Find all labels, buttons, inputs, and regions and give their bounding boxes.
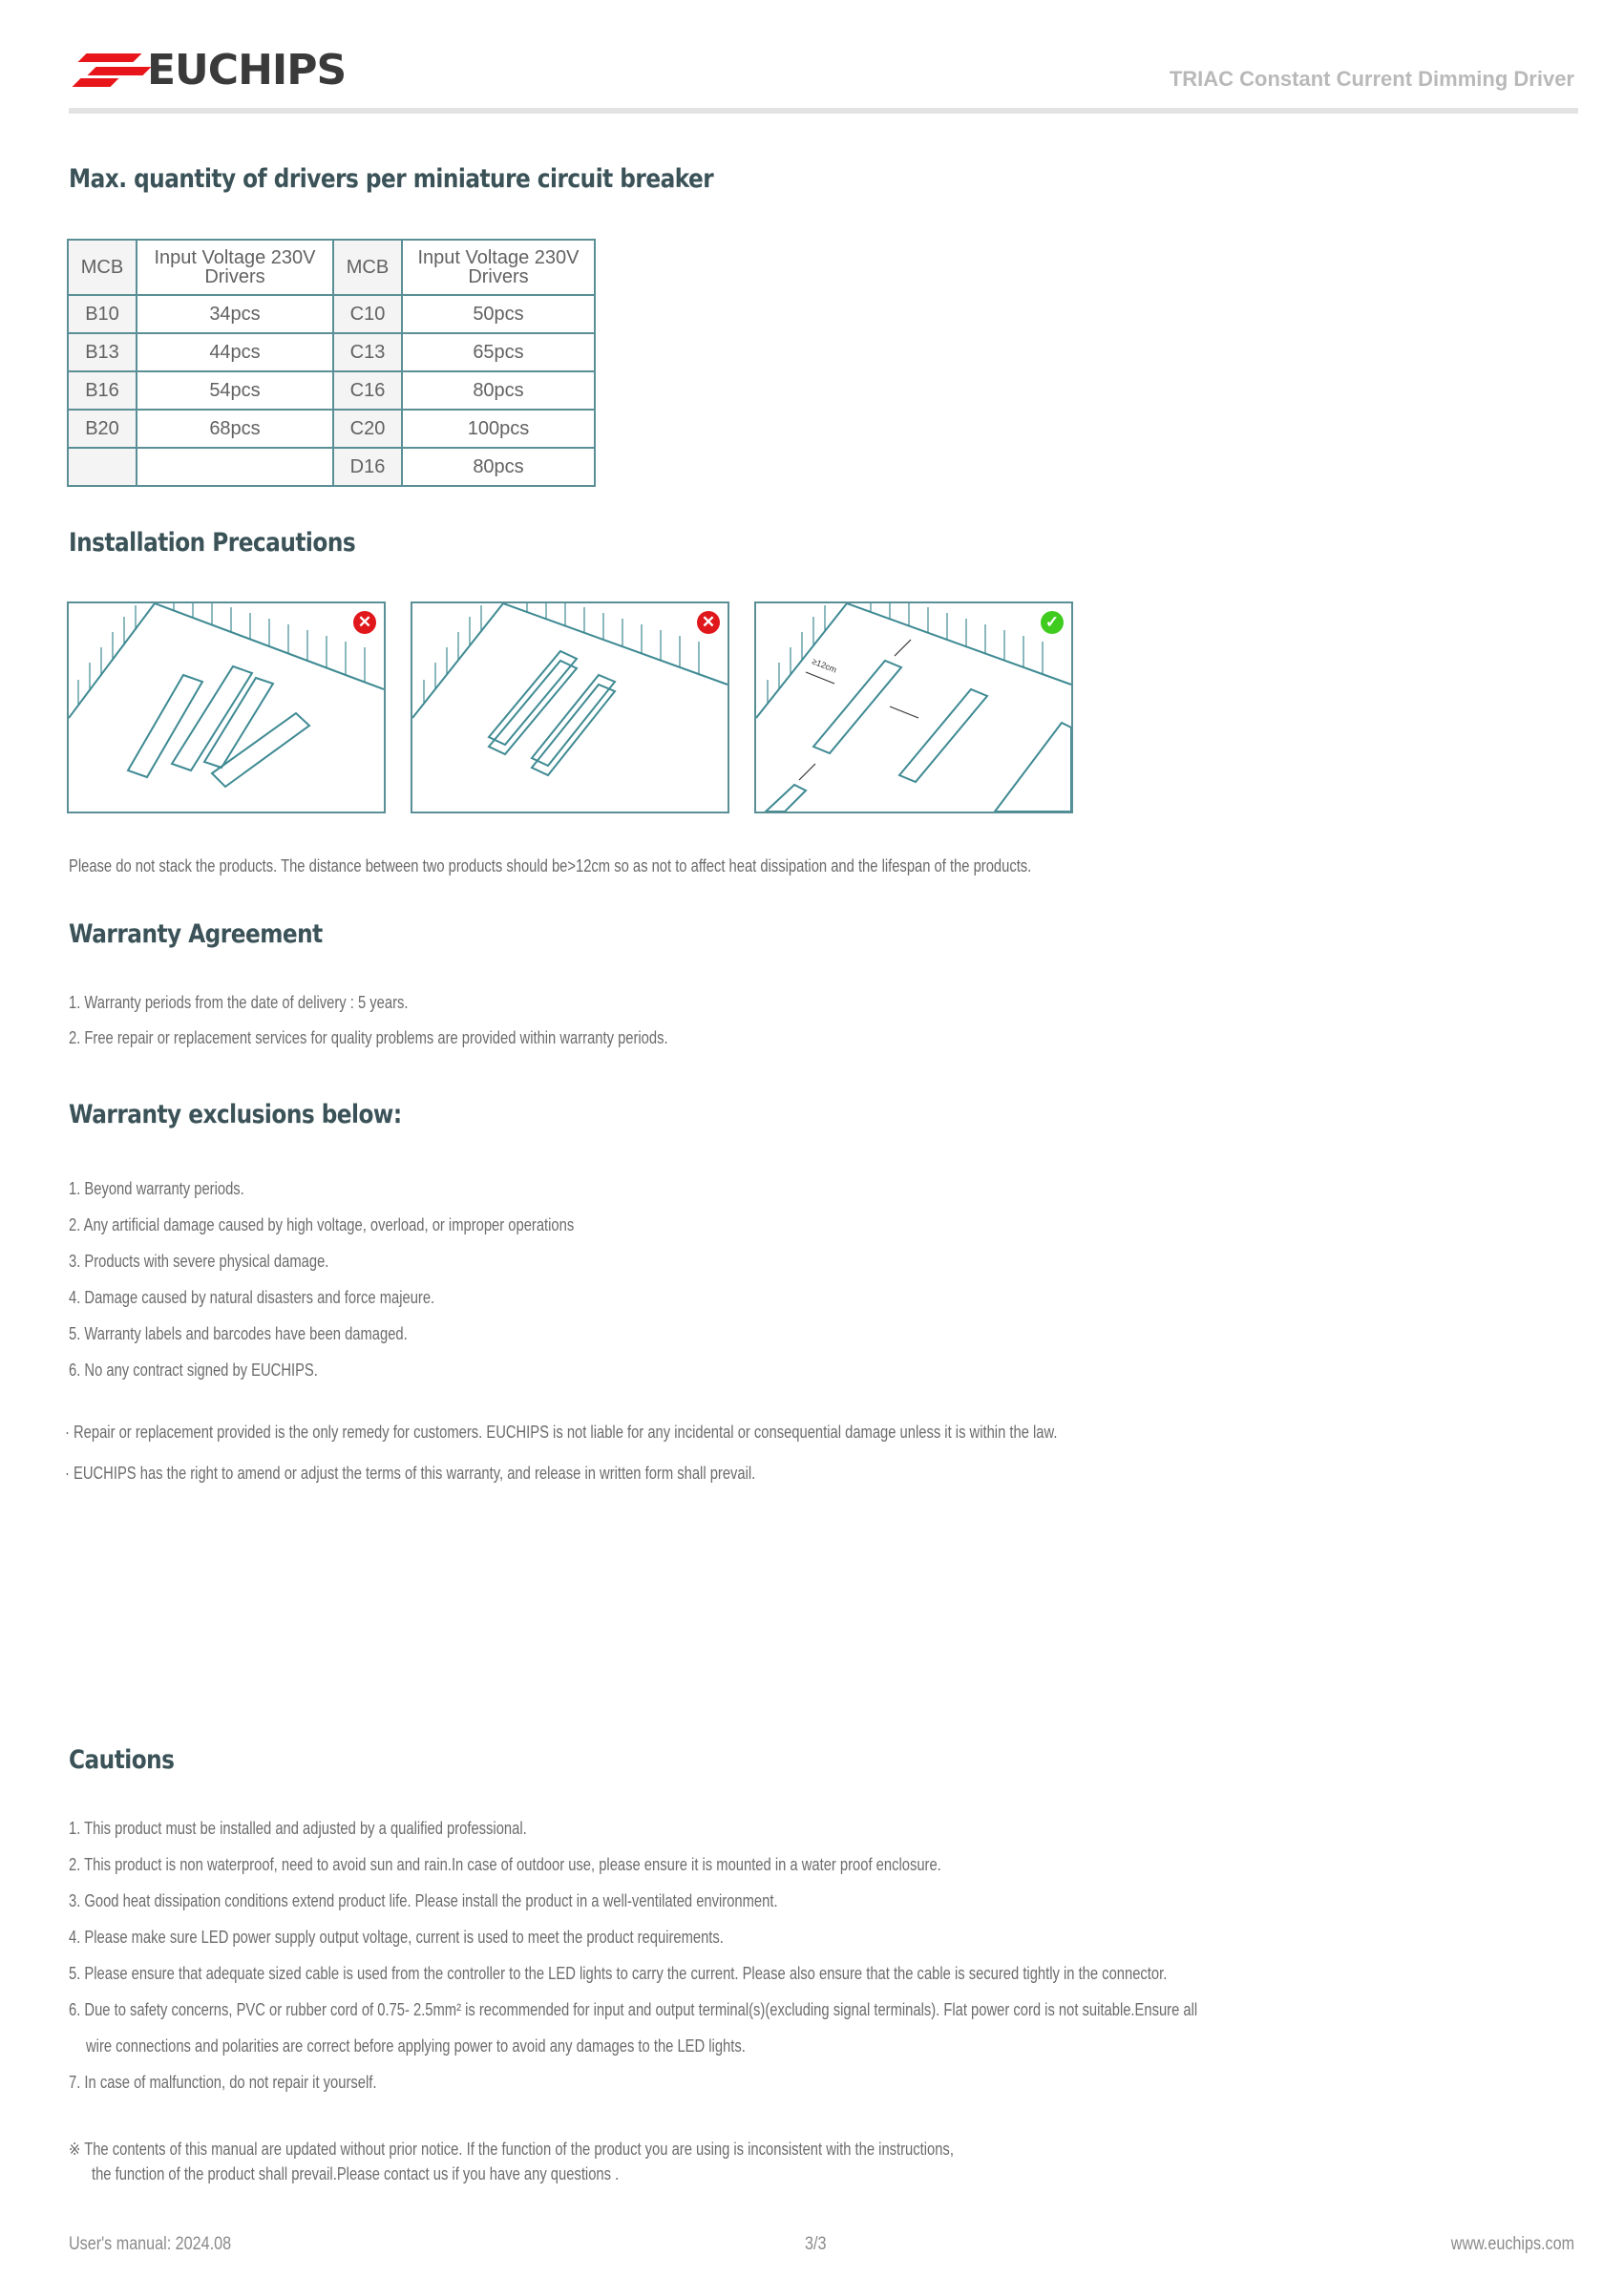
exclusion-item: 6. No any contract signed by EUCHIPS. <box>69 1360 318 1380</box>
caution-item: 5. Please ensure that adequate sized cable is used from the controller to the LED lights to carry the current. Please also ensure that the cable is secured tightly in the connector. <box>69 1964 1168 1983</box>
driver-count-cell: 65pcs <box>402 333 595 371</box>
cross-icon: ✕ <box>353 611 376 634</box>
caution-item: 2. This product is non waterproof, need to avoid sun and rain.In case of outdoor use, please ensure it is mounted in a water proof enclosure. <box>69 1855 941 1874</box>
caution-item: 1. This product must be installed and adjusted by a qualified professional. <box>69 1819 527 1838</box>
installation-section-title: Installation Precautions <box>69 528 356 558</box>
brand-logo <box>69 48 346 94</box>
mcb-type-cell: B10 <box>68 295 137 333</box>
warranty-item: 2. Free repair or replacement services for quality problems are provided within warranty periods. <box>69 1028 668 1047</box>
mcb-type-cell: B16 <box>68 371 137 410</box>
table-row <box>68 371 595 410</box>
footer-page-number: 3/3 <box>805 2234 827 2254</box>
column-header: Input Voltage 230V Drivers <box>402 240 595 295</box>
mcb-type-cell: C10 <box>333 295 402 333</box>
mcb-type-cell: D16 <box>333 448 402 486</box>
column-header: MCB <box>68 240 137 295</box>
mcb-type-cell <box>68 448 137 486</box>
mcb-section-title: Max. quantity of drivers per miniature circuit breaker <box>69 164 714 194</box>
table-header-row <box>68 240 595 295</box>
installation-panel-stacked-wrong <box>67 601 386 813</box>
driver-count-cell: 68pcs <box>137 410 333 448</box>
driver-count-cell: 44pcs <box>137 333 333 371</box>
mcb-type-cell: C20 <box>333 410 402 448</box>
exclusion-item: 5. Warranty labels and barcodes have been damaged. <box>69 1324 408 1343</box>
mcb-type-cell: B13 <box>68 333 137 371</box>
cross-icon: ✕ <box>697 611 720 634</box>
driver-count-cell: 54pcs <box>137 371 333 410</box>
stacked-drivers-illustration <box>69 603 384 812</box>
caution-item: 4. Please make sure LED power supply output voltage, current is used to meet the product requirements. <box>69 1928 724 1947</box>
spaced-drivers-illustration <box>756 603 1071 812</box>
exclusion-note: · Repair or replacement provided is the only remedy for customers. EUCHIPS is not liable for any incidental or consequential damage unless it is within the law. <box>65 1423 1058 1442</box>
cautions-section-title: Cautions <box>69 1745 175 1775</box>
caution-item: 6. Due to safety concerns, PVC or rubber cord of 0.75- 2.5mm² is recommended for input and output terminal(s)(excluding signal terminals). Flat power cord is not suitable.Ensure all <box>69 2000 1198 2019</box>
document-title: TRIAC Constant Current Dimming Driver <box>1169 67 1574 91</box>
brand-name: EUCHIPS <box>147 46 347 95</box>
column-header: Input Voltage 230V Drivers <box>137 240 333 295</box>
manual-notice-line-2: the function of the product shall prevail.Please contact us if you have any questions . <box>92 2164 620 2183</box>
driver-count-cell: 80pcs <box>402 448 595 486</box>
table-row <box>68 410 595 448</box>
exclusion-item: 4. Damage caused by natural disasters and force majeure. <box>69 1288 435 1307</box>
caution-item: 7. In case of malfunction, do not repair it yourself. <box>69 2073 377 2092</box>
installation-panel-spaced-correct <box>754 601 1073 813</box>
header-divider <box>69 108 1578 114</box>
exclusion-item: 3. Products with severe physical damage. <box>69 1252 329 1271</box>
exclusion-item: 1. Beyond warranty periods. <box>69 1179 244 1198</box>
footer-website-link[interactable]: www.euchips.com <box>1450 2234 1574 2254</box>
table-row <box>68 333 595 371</box>
mcb-type-cell: C16 <box>333 371 402 410</box>
driver-count-cell <box>137 448 333 486</box>
logo-mark-icon <box>69 50 143 92</box>
driver-count-cell: 100pcs <box>402 410 595 448</box>
installation-caption: Please do not stack the products. The distance between two products should be>12cm so as not to affect heat dissipation and the lifespan of the products. <box>69 856 1032 875</box>
mcb-type-cell: B20 <box>68 410 137 448</box>
exclusion-note: · EUCHIPS has the right to amend or adjust the terms of this warranty, and release in written form shall prevail. <box>65 1464 756 1483</box>
caution-item: 3. Good heat dissipation conditions extend product life. Please install the product in a well-ventilated environment. <box>69 1891 778 1910</box>
manual-notice-line-1: ※ The contents of this manual are updated without prior notice. If the function of the product you are using is inconsistent with the instructions, <box>69 2140 954 2159</box>
adjacent-drivers-illustration <box>412 603 728 812</box>
table-row <box>68 295 595 333</box>
exclusion-item: 2. Any artificial damage caused by high voltage, overload, or improper operations <box>69 1215 575 1234</box>
warranty-section-title: Warranty Agreement <box>69 919 323 949</box>
driver-count-cell: 80pcs <box>402 371 595 410</box>
driver-count-cell: 34pcs <box>137 295 333 333</box>
warranty-item: 1. Warranty periods from the date of delivery : 5 years. <box>69 993 409 1012</box>
check-icon: ✓ <box>1041 611 1064 634</box>
column-header: MCB <box>333 240 402 295</box>
table-row <box>68 448 595 486</box>
driver-count-cell: 50pcs <box>402 295 595 333</box>
footer-manual-version: User's manual: 2024.08 <box>69 2234 232 2254</box>
mcb-type-cell: C13 <box>333 333 402 371</box>
caution-item: wire connections and polarities are correct before applying power to avoid any damages to the LED lights. <box>86 2036 746 2056</box>
distance-label: ≥12cm <box>811 656 838 675</box>
installation-panel-side-by-side-wrong <box>411 601 729 813</box>
mcb-table <box>67 239 596 487</box>
exclusions-section-title: Warranty exclusions below: <box>69 1100 402 1129</box>
